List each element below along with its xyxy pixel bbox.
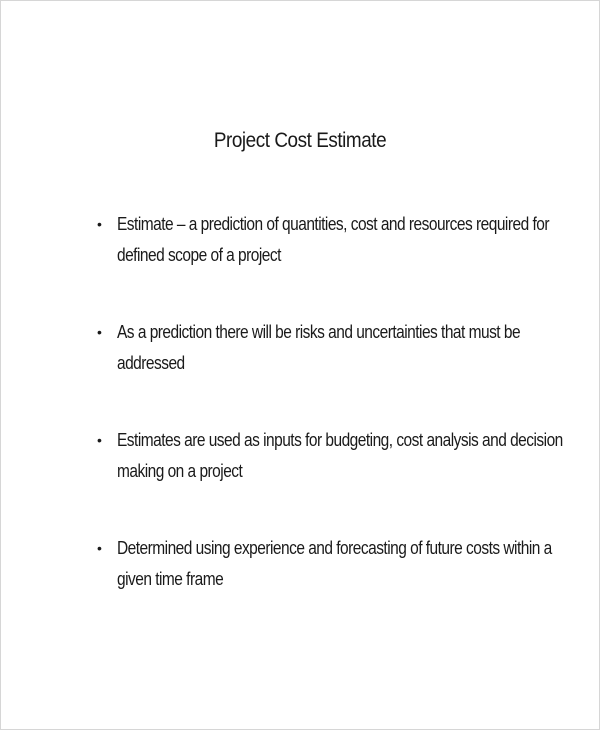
bullet-item (97, 317, 567, 425)
bullet-text: Estimates are used as inputs for budgeting, cost analysis and decision making on a project (117, 430, 563, 481)
bullet-text: Determined using experience and forecasting of future costs within a given time frame (117, 538, 552, 589)
bullet-item (97, 209, 567, 317)
bullet-text: Estimate – a prediction of quantities, cost and resources required for defined scope of a project (117, 214, 549, 265)
bullet-text: As a prediction there will be risks and uncertainties that must be addressed (117, 322, 521, 373)
bullet-item (97, 533, 567, 641)
page-title: Project Cost Estimate (213, 129, 387, 152)
bullet-item (97, 425, 567, 533)
bullet-marker-icon: • (97, 432, 102, 448)
bullet-list (97, 209, 567, 641)
bullet-marker-icon: • (97, 324, 102, 340)
bullet-marker-icon: • (97, 540, 102, 556)
bullet-marker-icon: • (97, 216, 102, 232)
